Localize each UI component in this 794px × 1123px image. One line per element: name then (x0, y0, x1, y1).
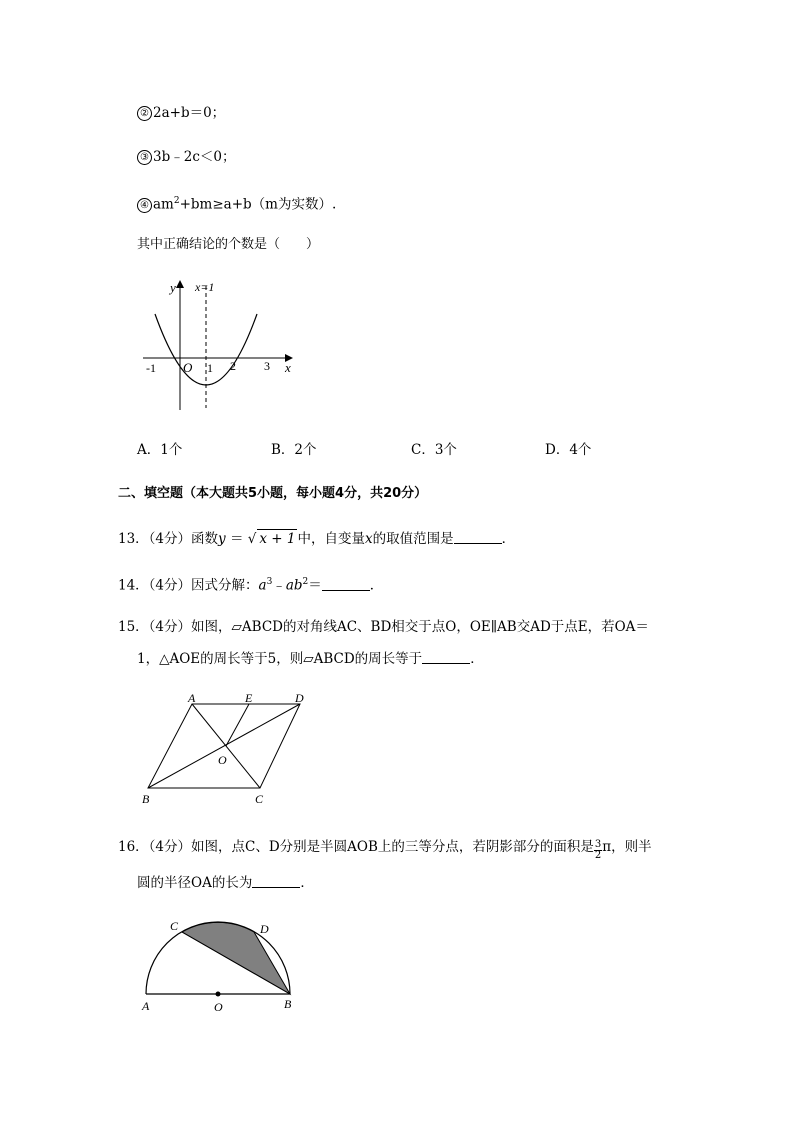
label-o: O (218, 753, 227, 767)
tick-label: 1 (207, 361, 213, 375)
diagonal-bd (148, 704, 300, 788)
semicircle-figure (136, 910, 306, 1015)
label-d: D (295, 692, 304, 705)
segment-oe (226, 704, 249, 746)
label-a: A (142, 999, 150, 1013)
conclusion-2: ② 2a+b＝0； (137, 104, 225, 122)
label-o: O (214, 1000, 223, 1014)
circled-number: ② (137, 106, 152, 121)
conclusion-4: ④ $am^2+bm\ge a+b(m$为实数）. (137, 192, 336, 214)
option-b: B．2个 (271, 442, 317, 458)
label-a: A (188, 692, 196, 705)
question-15-line1: 15．（4分）如图，▱ABCD的对角线AC、BD相交于点O，OE∥AB交AD于点E，若OA＝ (118, 619, 649, 635)
fraction: $\frac{3}{2}$ (594, 839, 602, 861)
section-title: 二、填空题（本大题共5小题，每小题4分，共20分） (118, 486, 428, 501)
answer-blank[interactable] (322, 578, 370, 591)
q12-prompt: 其中正确结论的个数是（ ） (137, 237, 320, 252)
shaded-region (182, 922, 290, 994)
axis-of-symmetry-label: x=1 (195, 280, 215, 294)
question-15-line2: 1，△AOE的周长等于5，则▱ABCD的周长等于 ． (137, 651, 484, 667)
answer-blank[interactable] (252, 875, 300, 888)
tick-label: 3 (264, 359, 270, 373)
question-16-line1: 16．（4分）如图，点C、D分别是半圆AOB上的三等分点，若阴影部分的面积是 $\frac{3}{2}$ π，则半 (118, 839, 652, 861)
answer-blank[interactable] (454, 531, 502, 544)
circled-number: ③ (137, 150, 152, 165)
tick-label: -1 (146, 361, 156, 375)
tick-label: 2 (230, 359, 236, 373)
origin-label: O (183, 360, 193, 375)
x-label: x (285, 360, 291, 375)
parallelogram-figure (138, 692, 328, 807)
question-13: 13．（4分）函数y ＝ √ x + 1 中，自变量x的取值范围是 ． (118, 531, 516, 547)
circled-number: ④ (137, 198, 152, 213)
conclusion-3: ③ 3b﹣2c＜0； (137, 148, 235, 166)
label-b: B (142, 792, 150, 806)
center-point (216, 992, 221, 997)
radicand: x + 1 (259, 531, 296, 547)
label-c: C (170, 919, 179, 933)
option-c: C．3个 (411, 442, 457, 458)
answer-blank[interactable] (422, 651, 470, 664)
y-label: y (170, 280, 176, 295)
question-16-line2: 圆的半径OA的长为 ． (137, 875, 314, 891)
parabola-graph (135, 278, 315, 418)
label-e: E (245, 692, 253, 705)
option-a: A．1个 (137, 442, 183, 458)
label-c: C (255, 792, 264, 806)
label-b: B (284, 997, 292, 1011)
option-d: D．4个 (545, 442, 592, 458)
question-14: 14．（4分）因式分解：$a^3﹣ab^2=$ ． (118, 577, 384, 594)
label-d: D (260, 922, 269, 936)
